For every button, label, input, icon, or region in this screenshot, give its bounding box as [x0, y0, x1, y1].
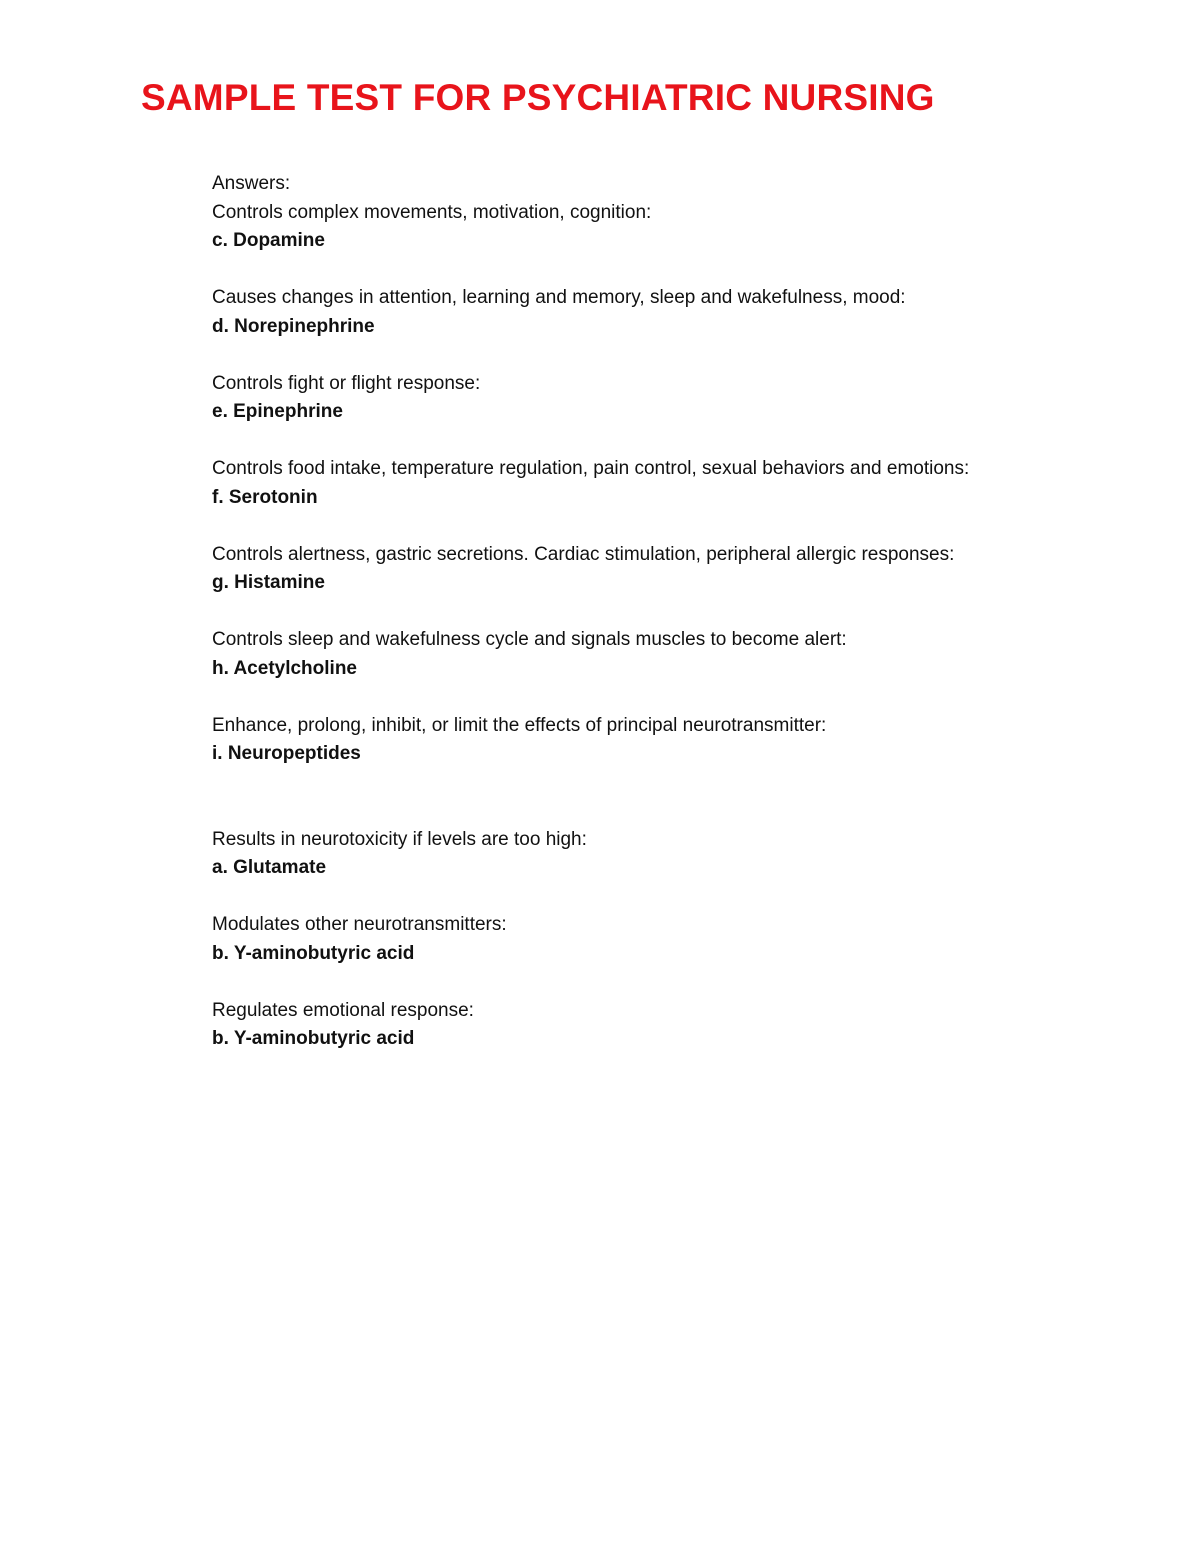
entry-question: Controls sleep and wakefulness cycle and signals muscles to become alert: [212, 629, 847, 650]
entry-question: Enhance, prolong, inhibit, or limit the effects of principal neurotransmitter: [212, 714, 827, 736]
answers-heading: Answers: [212, 173, 291, 194]
entry-answer: b. Y-aminobutyric acid [212, 942, 415, 964]
entry-answer: i. Neuropeptides [212, 743, 361, 764]
entry-answer: f. Serotonin [212, 486, 318, 508]
answer-entry-dopamine [212, 199, 1132, 256]
answer-entry-epinephrine [212, 370, 1132, 427]
entry-question: Causes changes in attention, learning and memory, sleep and wakefulness, mood: [212, 287, 906, 308]
entry-answer: c. Dopamine [212, 230, 325, 251]
entry-question: Controls alertness, gastric secretions. Cardiac stimulation, peripheral allergic responses: [212, 543, 955, 565]
entry-question: Modulates other neurotransmitters: [212, 914, 507, 935]
answer-entry-norepinephrine [212, 284, 1132, 341]
entry-answer: b. Y-aminobutyric acid [212, 1028, 415, 1049]
answer-entry-glutamate [212, 826, 1132, 883]
entry-question: Controls complex movements, motivation, cognition: [212, 201, 652, 223]
answer-entry-serotonin [212, 455, 1132, 512]
entry-answer: g. Histamine [212, 572, 325, 593]
answer-entry-histamine [212, 541, 1132, 598]
entry-question: Controls fight or flight response: [212, 372, 481, 394]
answer-entry-gaba-regulates [212, 997, 1132, 1054]
answer-entry-neuropeptides [212, 712, 1132, 769]
entry-answer: d. Norepinephrine [212, 315, 375, 337]
entry-question: Regulates emotional response: [212, 999, 474, 1021]
entry-answer: h. Acetylcholine [212, 657, 357, 679]
entry-answer: a. Glutamate [212, 857, 327, 878]
entry-question: Results in neurotoxicity if levels are too high: [212, 828, 587, 850]
answer-entry-gaba-modulates [212, 911, 1132, 968]
answers-block [212, 170, 1132, 1082]
entry-answer: e. Epinephrine [212, 401, 343, 422]
answer-entry-acetylcholine [212, 626, 1132, 683]
entry-question: Controls food intake, temperature regulation, pain control, sexual behaviors and emotions: [212, 458, 970, 479]
page-title: SAMPLE TEST FOR PSYCHIATRIC NURSING [141, 77, 935, 118]
